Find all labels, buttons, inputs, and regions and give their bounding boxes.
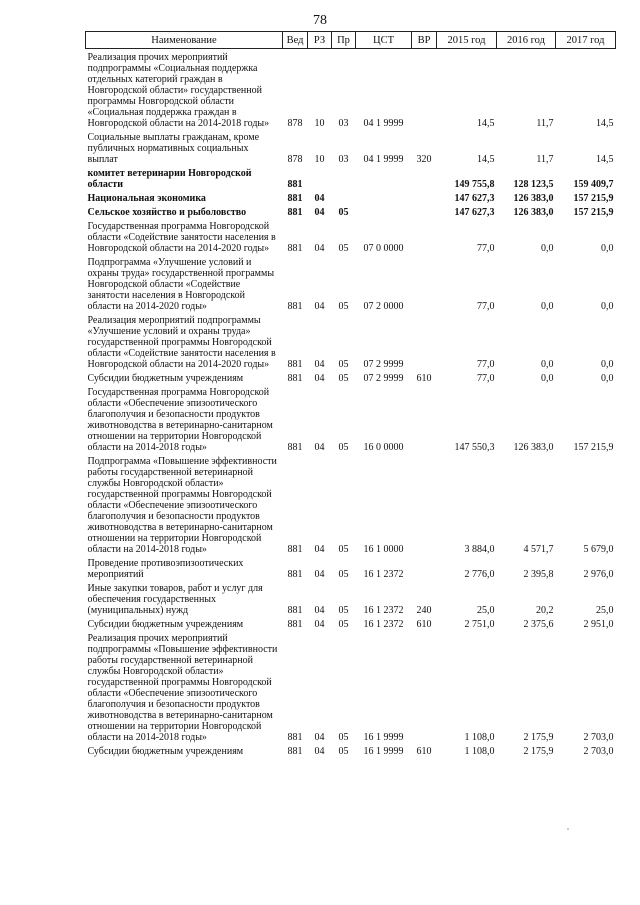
- cell-cst: 04 1 9999: [363, 118, 404, 129]
- cell-rz: 04: [314, 544, 325, 555]
- cell-2016: 126 383,0: [513, 442, 554, 453]
- cell-ved: 881: [287, 301, 303, 312]
- table-header-row: [86, 32, 616, 49]
- column-header-2016: 2016 год: [497, 32, 556, 49]
- cell-ved: 881: [287, 619, 303, 630]
- cell-2017: 157 215,9: [573, 442, 614, 453]
- cell-pr: [332, 190, 356, 204]
- column-header-pr: Пр: [332, 32, 356, 49]
- table-row: [86, 165, 616, 190]
- cell-2015: 147 627,3: [454, 207, 495, 218]
- cell-rz: 04: [314, 619, 325, 630]
- cell-2017: 0,0: [601, 373, 614, 384]
- cell-2017: 0,0: [601, 301, 614, 312]
- cell-rz: 04: [314, 569, 325, 580]
- cell-2016: 20,2: [536, 605, 554, 616]
- column-header-name: Наименование: [86, 32, 283, 49]
- cell-2017: 157 215,9: [573, 193, 614, 204]
- cell-pr: 05: [338, 605, 349, 616]
- cell-2015: 2 751,0: [464, 619, 495, 630]
- cell-vr: 240: [416, 605, 432, 616]
- cell-rz: 04: [314, 207, 325, 218]
- cell-2015: 77,0: [477, 243, 495, 254]
- cell-2015: 14,5: [477, 118, 495, 129]
- budget-table: [85, 31, 616, 757]
- cell-ved: 881: [287, 732, 303, 743]
- cell-name: Государственная программа Новгородской области «Обеспечение эпизоотического благополучия и безопасности продуктов животноводства в ветеринарно-санитарном отношении на территории Новгородской области на 2014-2018 годы»: [87, 387, 273, 453]
- cell-ved: 881: [287, 373, 303, 384]
- column-header-rz: РЗ: [308, 32, 332, 49]
- cell-vr: [412, 254, 437, 312]
- cell-name: Субсидии бюджетным учреждениям: [87, 619, 244, 630]
- cell-cst: [356, 204, 412, 218]
- cell-2016: 0,0: [541, 359, 554, 370]
- cell-2017: 2 976,0: [583, 569, 614, 580]
- cell-name: Реализация мероприятий подпрограммы «Улучшение условий и охраны труда» государственной программы Новгородской области «Содействие занятости населения в Новгородской области на 2014-2020 годы»: [87, 315, 276, 370]
- table-row: [86, 218, 616, 254]
- cell-vr: 610: [416, 619, 432, 630]
- cell-pr: 05: [338, 732, 349, 743]
- cell-rz: 04: [314, 193, 325, 204]
- cell-2015: 3 884,0: [464, 544, 495, 555]
- table-row: [86, 129, 616, 165]
- cell-rz: 04: [314, 746, 325, 757]
- page-number: 78: [313, 13, 327, 28]
- cell-rz: 10: [314, 118, 325, 129]
- cell-2017: 5 679,0: [583, 544, 614, 555]
- cell-cst: 16 0 0000: [363, 442, 404, 453]
- cell-2017: 159 409,7: [573, 179, 614, 190]
- cell-vr: [412, 204, 437, 218]
- table-row: [86, 370, 616, 384]
- cell-rz: 04: [314, 373, 325, 384]
- cell-rz: 10: [314, 154, 325, 165]
- cell-2016: 0,0: [541, 301, 554, 312]
- cell-2015: 147 627,3: [454, 193, 495, 204]
- cell-vr: [412, 384, 437, 453]
- cell-pr: 03: [338, 154, 349, 165]
- cell-cst: 16 1 0000: [363, 544, 404, 555]
- cell-2016: 128 123,5: [513, 179, 554, 190]
- cell-2015: 1 108,0: [464, 732, 495, 743]
- table-row: [86, 743, 616, 757]
- cell-name: Сельское хозяйство и рыболовство: [87, 207, 247, 218]
- cell-name: Реализация прочих мероприятий подпрограммы «Повышение эффективности работы государственной ветеринарной службы Новгородской области» государственной программы Новгородской области «Обеспечение эпизоотического благополучия и безопасности продуктов животноводства в ветеринарно-санитарном отношении на территории Новгородской области на 2014-2018 годы»: [87, 633, 278, 743]
- cell-vr: [412, 49, 437, 130]
- cell-2016: 2 375,6: [523, 619, 554, 630]
- cell-ved: 881: [287, 544, 303, 555]
- table-row: [86, 630, 616, 743]
- cell-name: комитет ветеринарии Новгородской области: [87, 168, 252, 190]
- table-row: [86, 204, 616, 218]
- cell-cst: 16 1 2372: [363, 605, 404, 616]
- cell-pr: 05: [338, 301, 349, 312]
- cell-name: Национальная экономика: [87, 193, 206, 204]
- cell-2017: 2 703,0: [583, 746, 614, 757]
- cell-rz: 04: [314, 243, 325, 254]
- cell-ved: 881: [287, 193, 303, 204]
- column-header-vr: ВР: [412, 32, 437, 49]
- cell-2016: 2 175,9: [523, 732, 554, 743]
- cell-2016: 126 383,0: [513, 207, 554, 218]
- cell-ved: 878: [287, 118, 303, 129]
- cell-2017: 14,5: [596, 118, 614, 129]
- cell-2016: 4 571,7: [523, 544, 554, 555]
- table-row: [86, 49, 616, 130]
- cell-cst: 16 1 9999: [363, 732, 404, 743]
- cell-2017: 14,5: [596, 154, 614, 165]
- cell-2016: 11,7: [536, 154, 554, 165]
- cell-name: Социальные выплаты гражданам, кроме публичных нормативных социальных выплат: [87, 132, 260, 165]
- column-header-cst: ЦСТ: [356, 32, 412, 49]
- cell-rz: 04: [314, 732, 325, 743]
- cell-name: Государственная программа Новгородской области «Содействие занятости населения в Новгородской области на 2014-2020 годы»: [87, 221, 276, 254]
- cell-2016: 126 383,0: [513, 193, 554, 204]
- cell-cst: 07 2 9999: [363, 359, 404, 370]
- cell-2015: 147 550,3: [454, 442, 495, 453]
- cell-ved: 881: [287, 179, 303, 190]
- cell-vr: [412, 453, 437, 555]
- cell-pr: 03: [338, 118, 349, 129]
- cell-cst: 04 1 9999: [363, 154, 404, 165]
- cell-2015: 77,0: [477, 301, 495, 312]
- cell-cst: [356, 165, 412, 190]
- cell-pr: 05: [338, 746, 349, 757]
- table-row: [86, 616, 616, 630]
- table-row: [86, 453, 616, 555]
- cell-pr: 05: [338, 569, 349, 580]
- cell-vr: 610: [416, 373, 432, 384]
- cell-ved: 881: [287, 207, 303, 218]
- cell-name: Субсидии бюджетным учреждениям: [87, 746, 244, 757]
- cell-pr: 05: [338, 207, 349, 218]
- cell-rz: 04: [314, 301, 325, 312]
- cell-cst: 07 2 0000: [363, 301, 404, 312]
- cell-2015: 1 108,0: [464, 746, 495, 757]
- cell-rz: 04: [314, 605, 325, 616]
- cell-2016: 2 395,8: [523, 569, 554, 580]
- cell-ved: 881: [287, 746, 303, 757]
- table-row: [86, 190, 616, 204]
- cell-rz: [308, 165, 332, 190]
- table-body: [86, 49, 616, 758]
- cell-name: Проведение противоэпизоотических мероприятий: [87, 558, 244, 580]
- cell-pr: 05: [338, 619, 349, 630]
- cell-2015: 77,0: [477, 373, 495, 384]
- cell-cst: 16 1 2372: [363, 619, 404, 630]
- cell-pr: [332, 165, 356, 190]
- cell-2015: 25,0: [477, 605, 495, 616]
- cell-2017: 2 951,0: [583, 619, 614, 630]
- cell-name: Иные закупки товаров, работ и услуг для обеспечения государственных (муниципальных) нужд: [87, 583, 263, 616]
- cell-cst: 07 2 9999: [363, 373, 404, 384]
- cell-vr: [412, 218, 437, 254]
- table-row: [86, 555, 616, 580]
- column-header-ved: Вед: [283, 32, 308, 49]
- cell-2017: 25,0: [596, 605, 614, 616]
- cell-ved: 881: [287, 605, 303, 616]
- cell-cst: 16 1 2372: [363, 569, 404, 580]
- cell-ved: 881: [287, 243, 303, 254]
- cell-name: Подпрограмма «Повышение эффективности работы государственной ветеринарной службы Новгородской области» государственной программы Новгородской области «Обеспечение эпизоотического благополучия и безопасности продуктов животноводства в ветеринарно-санитарном отношении на территории Новгородской области на 2014-2018 годы»: [87, 456, 277, 555]
- cell-2016: 2 175,9: [523, 746, 554, 757]
- cell-vr: 320: [416, 154, 432, 165]
- cell-vr: 610: [416, 746, 432, 757]
- column-header-2015: 2015 год: [437, 32, 497, 49]
- cell-vr: [412, 165, 437, 190]
- cell-ved: 881: [287, 359, 303, 370]
- scan-speck: [567, 828, 569, 830]
- cell-vr: [412, 312, 437, 370]
- cell-rz: 04: [314, 359, 325, 370]
- cell-vr: [412, 630, 437, 743]
- cell-vr: [412, 190, 437, 204]
- cell-2015: 2 776,0: [464, 569, 495, 580]
- cell-2015: 14,5: [477, 154, 495, 165]
- cell-cst: 16 1 9999: [363, 746, 404, 757]
- cell-2016: 0,0: [541, 243, 554, 254]
- cell-2017: 2 703,0: [583, 732, 614, 743]
- cell-2017: 157 215,9: [573, 207, 614, 218]
- cell-ved: 881: [287, 442, 303, 453]
- cell-2016: 11,7: [536, 118, 554, 129]
- table-row: [86, 580, 616, 616]
- cell-2017: 0,0: [601, 359, 614, 370]
- cell-name: Подпрограмма «Улучшение условий и охраны труда» государственной программы Новгородской области «Содействие занятости населения в Новгородской области на 2014-2020 годы»: [87, 257, 275, 312]
- cell-cst: 07 0 0000: [363, 243, 404, 254]
- cell-2017: 0,0: [601, 243, 614, 254]
- cell-pr: 05: [338, 373, 349, 384]
- cell-2015: 77,0: [477, 359, 495, 370]
- cell-2015: 149 755,8: [454, 179, 495, 190]
- cell-2016: 0,0: [541, 373, 554, 384]
- cell-cst: [356, 190, 412, 204]
- cell-pr: 05: [338, 544, 349, 555]
- cell-ved: 881: [287, 569, 303, 580]
- table-row: [86, 254, 616, 312]
- table-row: [86, 384, 616, 453]
- cell-name: Реализация прочих мероприятий подпрограммы «Социальная поддержка отдельных категорий граждан в Новгородской области» государственной программы Новгородской области «Социальная поддержка граждан в Новгородской области на 2014-2018 годы»: [87, 52, 270, 129]
- cell-ved: 878: [287, 154, 303, 165]
- cell-pr: 05: [338, 243, 349, 254]
- cell-name: Субсидии бюджетным учреждениям: [87, 373, 244, 384]
- table-row: [86, 312, 616, 370]
- cell-vr: [412, 555, 437, 580]
- cell-pr: 05: [338, 359, 349, 370]
- cell-pr: 05: [338, 442, 349, 453]
- cell-rz: 04: [314, 442, 325, 453]
- column-header-2017: 2017 год: [556, 32, 616, 49]
